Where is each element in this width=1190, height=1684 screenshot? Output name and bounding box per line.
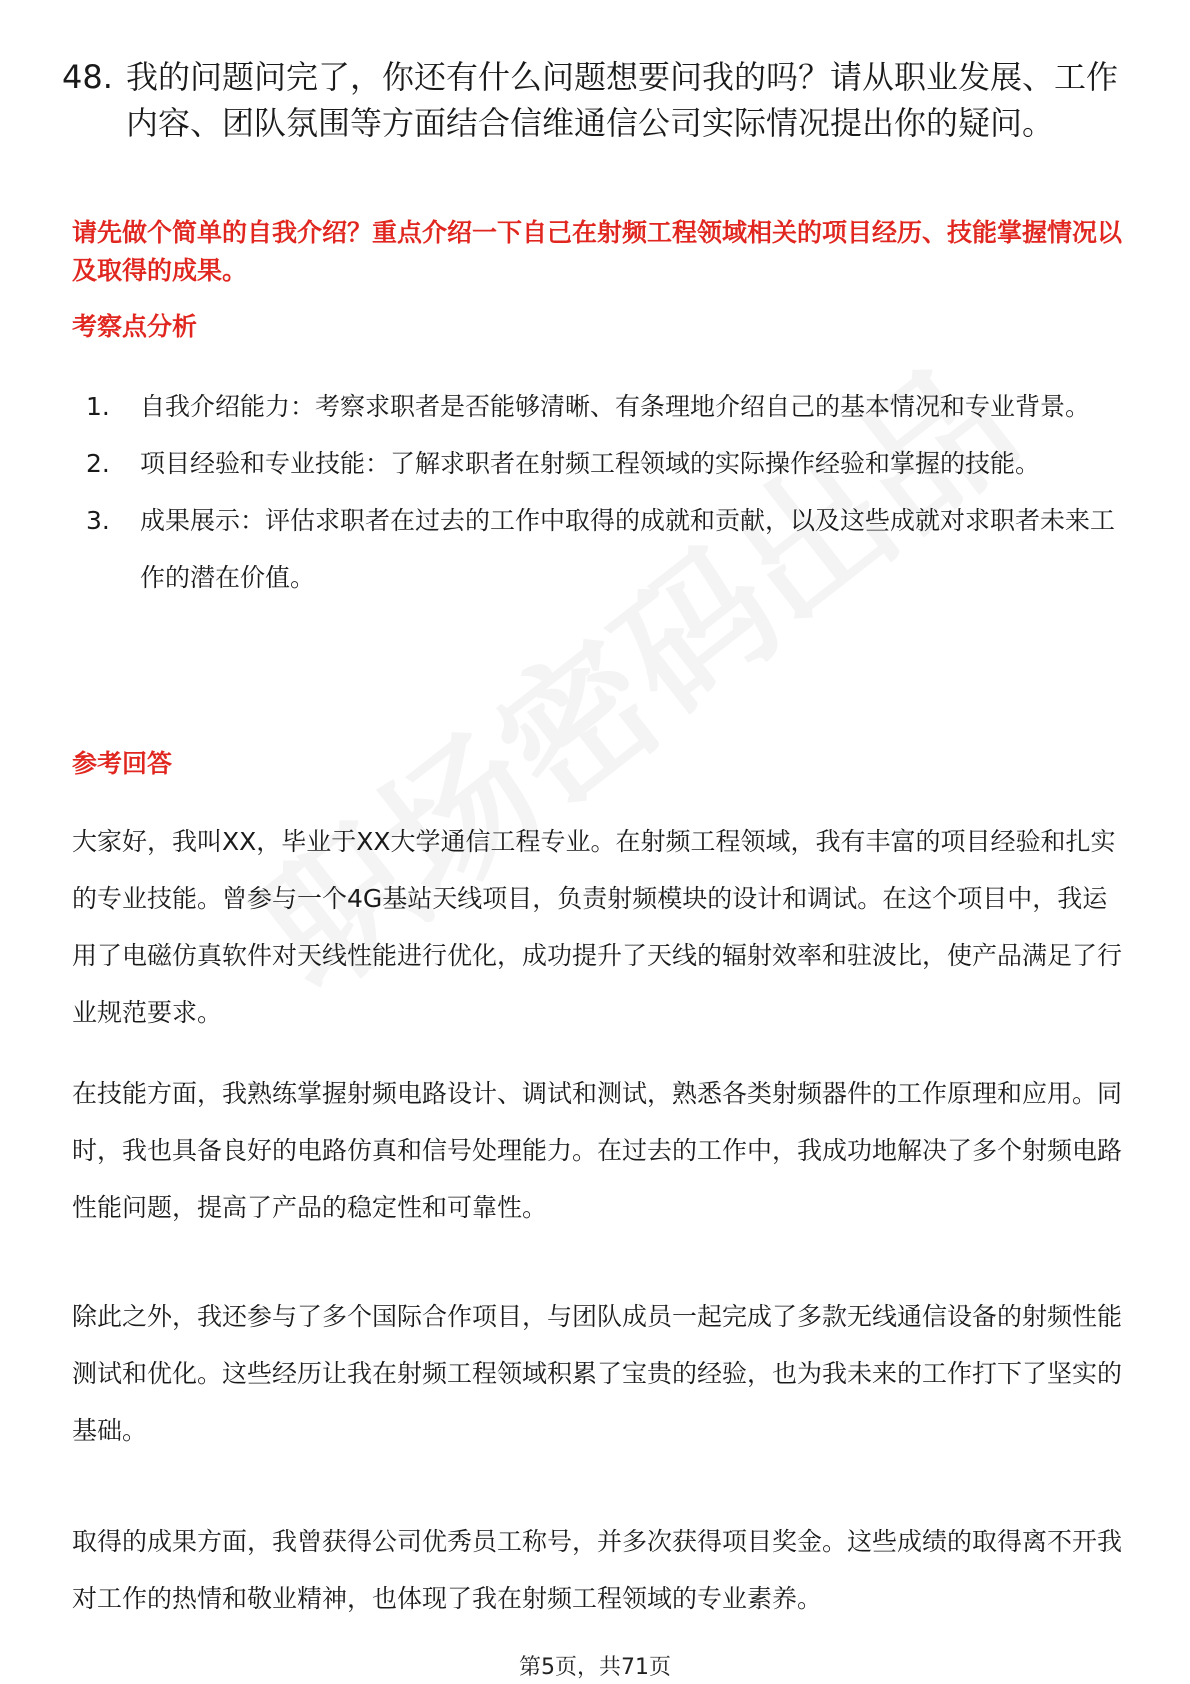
list-item [72,378,1122,435]
list-item-number: 2. [86,449,110,478]
interview-question: 请先做个简单的自我介绍？重点介绍一下自己在射频工程领域相关的项目经历、技能掌握情况以及取得的成果。 [72,218,1123,285]
question-number: 48. [62,58,113,96]
analysis-list [72,378,1122,606]
question-48 [62,54,1122,146]
answer-paragraph: 除此之外，我还参与了多个国际合作项目，与团队成员一起完成了多款无线通信设备的射频性能测试和优化。这些经历让我在射频工程领域积累了宝贵的经验，也为我未来的工作打下了坚实的基础。 [72,1302,1123,1445]
list-item-text: 自我介绍能力：考察求职者是否能够清晰、有条理地介绍自己的基本情况和专业背景。 [140,392,1091,421]
answer-heading: 参考回答 [72,749,173,778]
list-item [72,435,1122,492]
question-text: 我的问题问完了，你还有什么问题想要问我的吗？请从职业发展、工作内容、团队氛围等方面结合信维通信公司实际情况提出你的疑问。 [126,58,1119,142]
answer-paragraph: 大家好，我叫XX，毕业于XX大学通信工程专业。在射频工程领域，我有丰富的项目经验和扎实的专业技能。曾参与一个4G基站天线项目，负责射频模块的设计和调试。在这个项目中，我运用了电磁仿真软件对天线性能进行优化，成功提升了天线的辐射效率和驻波比，使产品满足了行业规范要求。 [72,827,1123,1027]
list-item [72,492,1122,606]
page-footer: 第5页，共71页 [519,1655,671,1680]
answer-paragraph: 取得的成果方面，我曾获得公司优秀员工称号，并多次获得项目奖金。这些成绩的取得离不开我对工作的热情和敬业精神，也体现了我在射频工程领域的专业素养。 [72,1527,1123,1613]
answer-paragraph: 在技能方面，我熟练掌握射频电路设计、调试和测试，熟悉各类射频器件的工作原理和应用。同时，我也具备良好的电路仿真和信号处理能力。在过去的工作中，我成功地解决了多个射频电路性能问题，提高了产品的稳定性和可靠性。 [72,1079,1123,1222]
list-item-number: 1. [86,392,110,421]
list-item-text: 项目经验和专业技能：了解求职者在射频工程领域的实际操作经验和掌握的技能。 [140,449,1041,478]
list-item-text: 成果展示：评估求职者在过去的工作中取得的成就和贡献，以及这些成就对求职者未来工作的潜在价值。 [140,506,1116,592]
analysis-heading: 考察点分析 [72,312,198,341]
list-item-number: 3. [86,506,110,535]
